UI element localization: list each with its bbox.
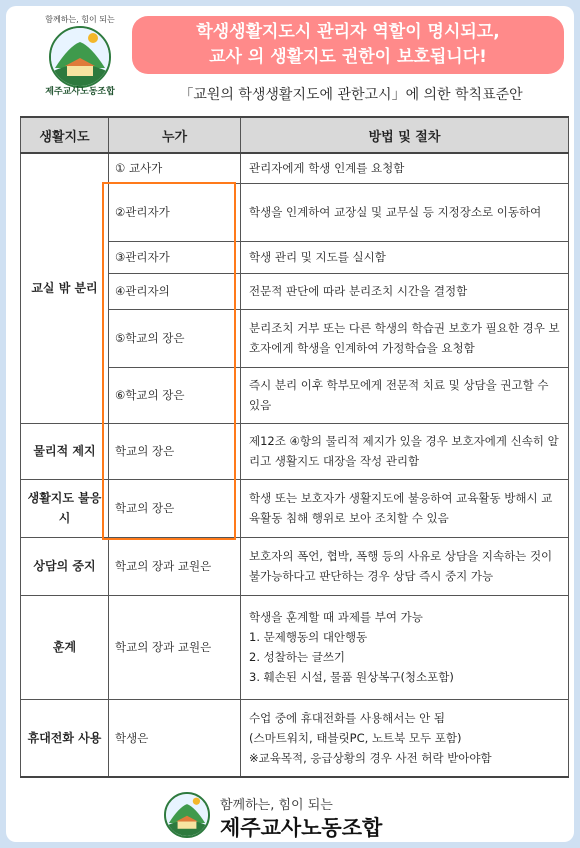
who-cell: ③관리자가	[109, 241, 241, 273]
who-cell: 학생은	[109, 699, 241, 777]
procedure-cell: 즉시 분리 이후 학부모에게 전문적 치료 및 상담을 권고할 수 있음	[241, 367, 569, 423]
procedure-line: 1. 문제행동의 대안행동	[249, 630, 368, 644]
header-procedure: 방법 및 절차	[241, 117, 569, 153]
procedure-cell: 분리조치 거부 또는 다른 학생의 학습권 보호가 필요한 경우 보호자에게 학생을 인계하여 가정학습을 요청함	[241, 309, 569, 367]
procedure-cell: 전문적 판단에 따라 분리조치 시간을 결정함	[241, 273, 569, 309]
procedure-line: 2. 성찰하는 글쓰기	[249, 650, 346, 664]
procedure-cell	[241, 699, 569, 777]
who-cell: 학교의 장과 교원은	[109, 537, 241, 595]
headline-banner	[132, 16, 564, 74]
poster-card	[6, 6, 574, 842]
table-header-row	[21, 117, 569, 153]
union-emblem-icon	[164, 792, 210, 838]
guidance-table	[20, 116, 569, 778]
table-row	[21, 423, 569, 479]
union-logo-bottom	[164, 792, 444, 842]
procedure-line: 수업 중에 휴대전화를 사용해서는 안 됨	[249, 710, 446, 725]
logo-tagline: 함께하는, 힘이 되는	[45, 15, 115, 24]
header-category: 생활지도	[21, 117, 109, 153]
procedure-cell: 학생을 인계하여 교장실 및 교무실 등 지정장소로 이동하여	[241, 183, 569, 241]
category-cell: 물리적 제지	[21, 423, 109, 479]
category-cell: 생활지도 불응시	[21, 479, 109, 537]
category-cell: 교실 밖 분리	[21, 153, 109, 423]
table-row	[21, 595, 569, 699]
procedure-line: (스마트워치, 태블릿PC, 노트북 모두 포함)	[249, 730, 462, 745]
who-cell: ⑥학교의 장은	[109, 367, 241, 423]
header-who: 누가	[109, 117, 241, 153]
category-cell: 훈계	[21, 595, 109, 699]
category-cell: 휴대전화 사용	[21, 699, 109, 777]
procedure-cell: 학생 관리 및 지도를 실시함	[241, 241, 569, 273]
who-cell: ⑤학교의 장은	[109, 309, 241, 367]
procedure-cell: 제12조 ④항의 물리적 제지가 있을 경우 보호자에게 신속히 알리고 생활지도 대장을 작성 관리함	[241, 423, 569, 479]
who-cell: 학교의 장과 교원은	[109, 595, 241, 699]
who-cell: ① 교사가	[109, 153, 241, 183]
table-row	[21, 479, 569, 537]
banner-line-2: 교사 의 생활지도 권한이 보호됩니다!	[209, 47, 487, 67]
who-cell: 학교의 장은	[109, 479, 241, 537]
table-row	[21, 153, 569, 183]
union-logo-top	[30, 14, 130, 98]
who-cell: ②관리자가	[109, 183, 241, 241]
who-cell: ④관리자의	[109, 273, 241, 309]
logo-name-bottom: 제주교사노동조합	[220, 816, 383, 840]
banner-line-1: 학생생활지도시 관리자 역할이 명시되고,	[196, 22, 500, 42]
procedure-cell: 보호자의 폭언, 협박, 폭행 등의 사유로 상담을 지속하는 것이 불가능하다고 판단하는 경우 상담 즉시 중지 가능	[241, 537, 569, 595]
procedure-line: 학생을 훈계할 때 과제를 부여 가능	[249, 610, 423, 624]
procedure-line: 3. 훼손된 시설, 물품 원상복구(청소포함)	[249, 670, 454, 684]
procedure-cell	[241, 595, 569, 699]
who-cell: 학교의 장은	[109, 423, 241, 479]
procedure-cell: 학생 또는 보호자가 생활지도에 불응하여 교육활동 방해시 교육활동 침해 행위로 보아 조치할 수 있음	[241, 479, 569, 537]
logo-tagline-bottom: 함께하는, 힘이 되는	[220, 798, 333, 813]
table-row	[21, 699, 569, 777]
procedure-cell: 관리자에게 학생 인계를 요청함	[241, 153, 569, 183]
union-emblem-icon	[49, 26, 111, 88]
page-subtitle: 「교원의 학생생활지도에 관한고시」에 의한 학칙표준안	[179, 87, 523, 103]
procedure-line: ※교육목적, 응급상황의 경우 사전 허락 받아야함	[249, 750, 492, 765]
table-row	[21, 537, 569, 595]
logo-name-top: 제주교사노동조합	[45, 87, 115, 97]
category-cell: 상담의 중지	[21, 537, 109, 595]
